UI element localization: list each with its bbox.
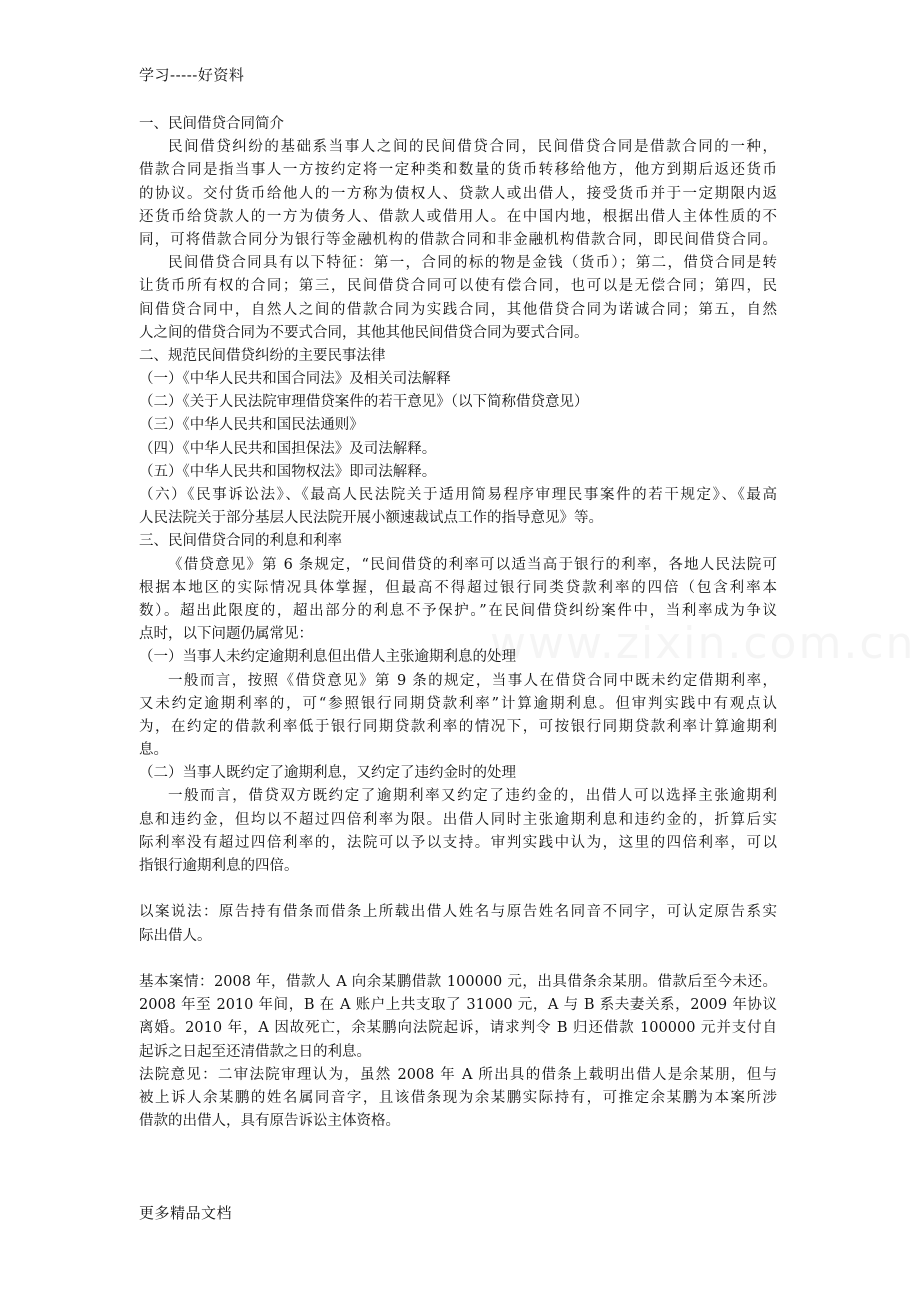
paragraph-line: 《借贷意见》第 6 条规定，“民间借贷的利率可以适当高于银行的利率，各地人民法院可 bbox=[168, 556, 777, 573]
page-footer: 更多精品文档 bbox=[139, 1204, 233, 1222]
case-intro-line: 际出借人。 bbox=[139, 927, 212, 944]
paragraph-line: 一般而言，借贷双方既约定了逾期利率又约定了违约金的，出借人可以选择主张逾期利 bbox=[168, 788, 777, 805]
court-opinion-line: 被上诉人余某鹏的姓名属同音字，且该借条现为余某鹏实际持有，可推定余某鹏为本案所涉 bbox=[139, 1089, 777, 1106]
document-body bbox=[139, 113, 777, 1133]
paragraph-line: 根据本地区的实际情况具体掌握，但最高不得超过银行同类贷款利率的四倍（包含利率本 bbox=[139, 579, 777, 596]
case-facts-line: 离婚。2010 年，A 因故死亡，余某鹏向法院起诉，请求判令 B 归还借款 100000 元并支付自 bbox=[139, 1020, 777, 1037]
section-2-heading: 二、规范民间借贷纠纷的主要民事法律 bbox=[139, 347, 386, 364]
paragraph-line: 为，在约定的借款利率低于银行同期贷款利率的情况下，可按银行同期贷款利率计算逾期利 bbox=[139, 718, 777, 735]
paragraph-line: 息和违约金，但均以不超过四倍利率为限。出借人同时主张逾期利息和违约金的，折算后实 bbox=[139, 811, 777, 828]
paragraph-line: 民间借贷合同具有以下特征：第一，合同的标的物是金钱（货币）；第二，借贷合同是转 bbox=[168, 255, 777, 272]
paragraph-line: 借款合同是指当事人一方按约定将一定种类和数量的货币转移给他方，他方到期后返还货币 bbox=[139, 162, 777, 179]
section-3-heading: 三、民间借贷合同的利息和利率 bbox=[139, 533, 342, 550]
section-1-heading: 一、民间借贷合同简介 bbox=[139, 116, 284, 132]
law-list-item: （五）《中华人民共和国物权法》即司法解释。 bbox=[139, 463, 437, 480]
paragraph-line: 息。 bbox=[139, 742, 168, 759]
paragraph-line: 数）。超出此限度的，超出部分的利息不予保护。”在民间借贷纠纷案件中，当利率成为争议 bbox=[139, 602, 777, 619]
law-list-item: （三）《中华人民共和国民法通则》 bbox=[139, 417, 364, 434]
paragraph-line: 指银行逾期利息的四倍。 bbox=[139, 858, 299, 874]
page-header: 学习-----好资料 bbox=[139, 66, 245, 84]
paragraph-line: 的协议。交付货币给他人的一方称为债权人、贷款人或出借人，接受货币并于一定期限内返 bbox=[139, 185, 777, 202]
paragraph-line: 际利率没有超过四倍利率的，法院可以予以支持。审判实践中认为，这里的四倍利率，可以 bbox=[139, 834, 777, 851]
watermark: www.zixin.com.cn bbox=[490, 618, 916, 669]
paragraph-line: 点时，以下问题仍属常见： bbox=[139, 626, 313, 643]
paragraph-line: 间借贷合同中，自然人之间的借款合同为实践合同，其他借贷合同为诺诚合同；第五，自然 bbox=[139, 301, 777, 318]
law-list-item: （六）《民事诉讼法》、《最高人民法院关于适用简易程序审理民事案件的若干规定》、《最高 bbox=[139, 487, 777, 503]
law-list-item: （四）《中华人民共和国担保法》及司法解释。 bbox=[139, 440, 437, 457]
law-list-item: 人民法院关于部分基层人民法院开展小额速裁试点工作的指导意见》等。 bbox=[139, 510, 603, 527]
paragraph-line: 人之间的借贷合同为不要式合同，其他其他民间借贷合同为要式合同。 bbox=[139, 324, 589, 341]
subsection-2-heading: （二）当事人既约定了逾期利息，又约定了违约金时的处理 bbox=[139, 765, 516, 782]
law-list-item: （一）《中华人民共和国合同法》及相关司法解释 bbox=[139, 371, 451, 388]
case-facts-line: 起诉之日起至还清借款之日的利息。 bbox=[139, 1043, 371, 1060]
case-facts-line: 基本案情：2008 年，借款人 A 向余某鹏借款 100000 元，出具借条余某朋。借款后至今未还。 bbox=[139, 973, 777, 990]
paragraph-line: 又未约定逾期利率的，可“参照银行同期贷款利率”计算逾期利息。但审判实践中有观点认 bbox=[139, 695, 777, 712]
court-opinion-line: 法院意见：二审法院审理认为，虽然 2008 年 A 所出具的借条上载明出借人是余某朋，但与 bbox=[139, 1066, 777, 1083]
blank-line bbox=[139, 878, 777, 901]
law-list-item: （二）《关于人民法院审理借贷案件的若干意见》（以下简称借贷意见） bbox=[139, 394, 589, 411]
paragraph-line: 一般而言，按照《借贷意见》第 9 条的规定，当事人在借贷合同中既未约定借期利率， bbox=[168, 672, 777, 689]
case-intro-line: 以案说法：原告持有借条而借条上所载出借人姓名与原告姓名同音不同字，可认定原告系实 bbox=[139, 904, 777, 921]
case-facts-line: 2008 年至 2010 年间，B 在 A 账户上共支取了 31000 元，A 与 B 系夫妻关系，2009 年协议 bbox=[139, 997, 777, 1014]
blank-line bbox=[139, 948, 777, 971]
paragraph-line: 还货币给贷款人的一方为债务人、借款人或借用人。在中国内地，根据出借人主体性质的不 bbox=[139, 208, 777, 225]
paragraph-line: 让货币所有权的合同；第三，民间借贷合同可以使有偿合同，也可以是无偿合同；第四，民 bbox=[139, 278, 777, 295]
subsection-1-heading: （一）当事人未约定逾期利息但出借人主张逾期利息的处理 bbox=[139, 649, 516, 666]
paragraph-line: 同，可将借款合同分为银行等金融机构的借款合同和非金融机构借款合同，即民间借贷合同。 bbox=[139, 231, 777, 248]
court-opinion-line: 借款的出借人，具有原告诉讼主体资格。 bbox=[139, 1113, 400, 1130]
paragraph-line: 民间借贷纠纷的基础系当事人之间的民间借贷合同，民间借贷合同是借款合同的一种， bbox=[168, 139, 777, 156]
